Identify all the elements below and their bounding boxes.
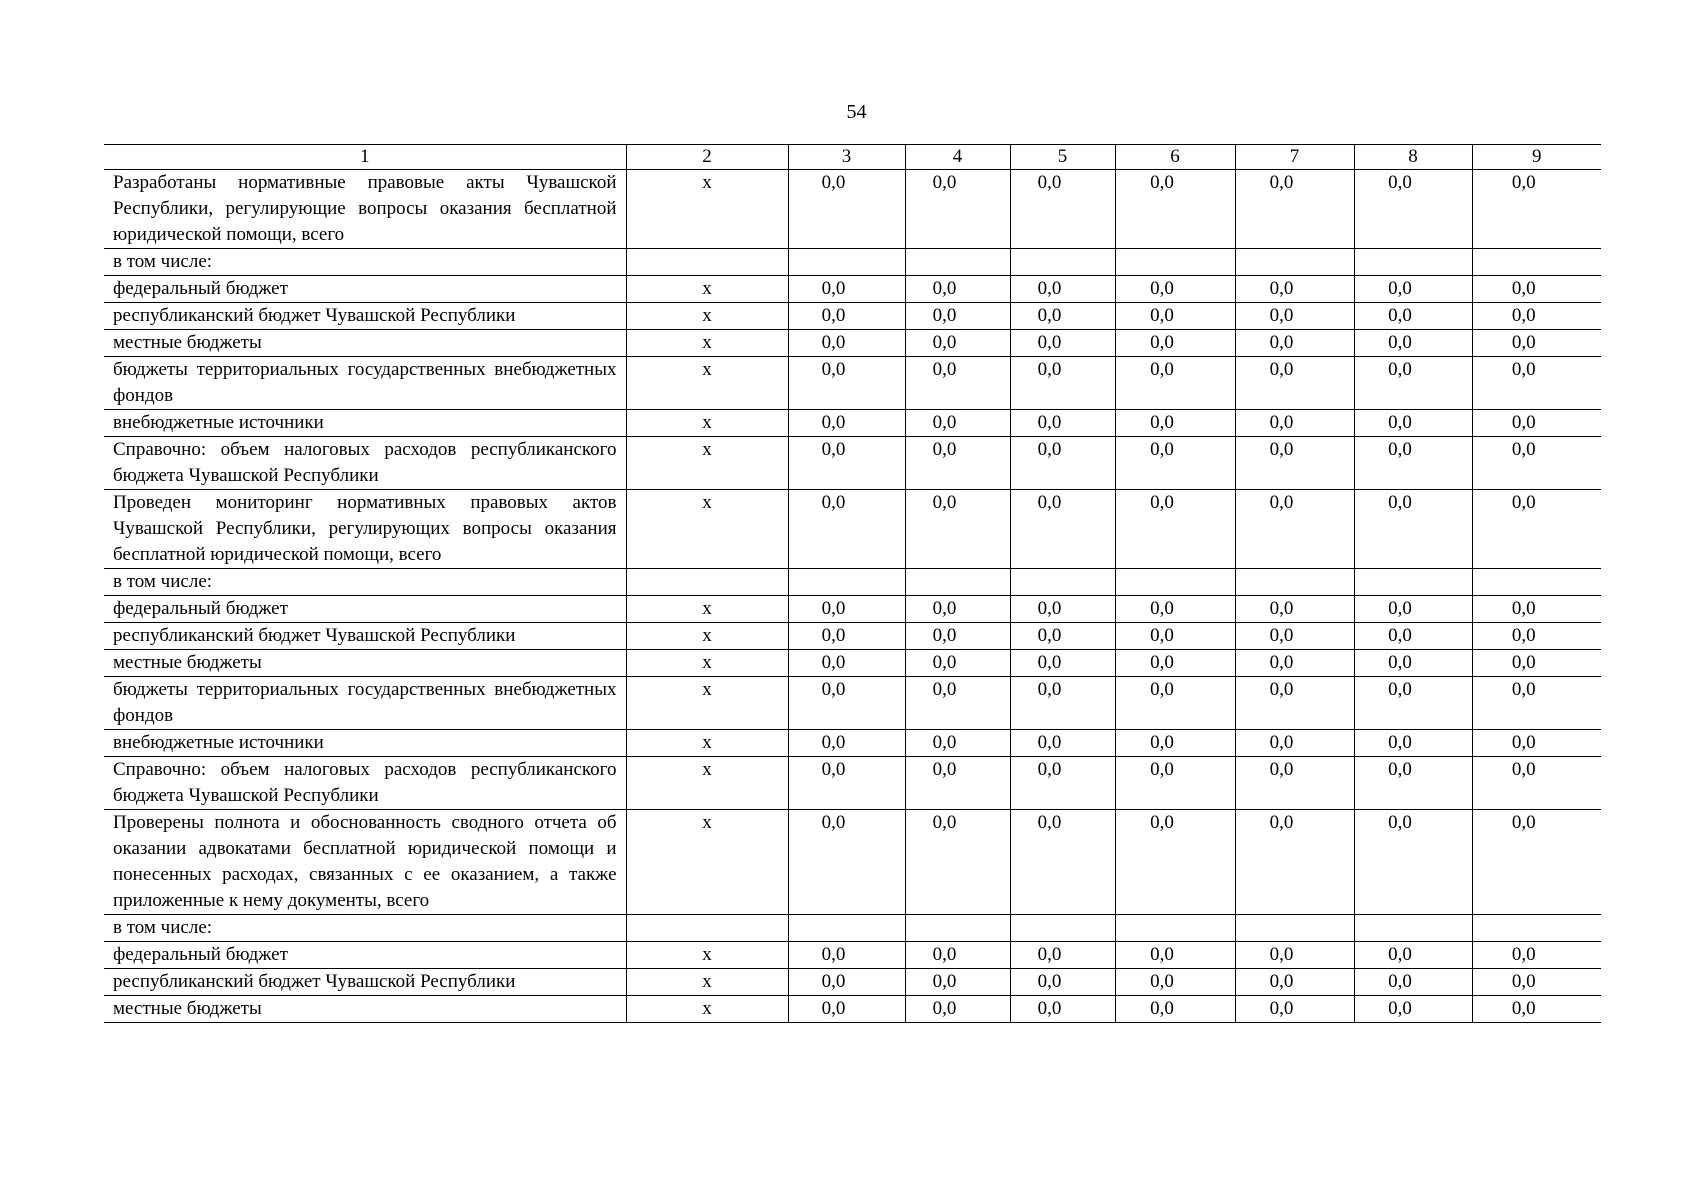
row-description: бюджеты территориальных государственных внебюджетных фондов xyxy=(104,677,626,730)
value-cell: 0,0 xyxy=(905,437,1010,490)
row-marker: x xyxy=(626,437,788,490)
value-cell: 0,0 xyxy=(1472,410,1601,437)
value-cell: 0,0 xyxy=(1354,596,1472,623)
column-header: 2 xyxy=(626,145,788,170)
value-cell: 0,0 xyxy=(1115,942,1235,969)
value-cell: 0,0 xyxy=(905,757,1010,810)
value-cell: 0,0 xyxy=(1010,730,1115,757)
value-cell: 0,0 xyxy=(788,730,905,757)
row-description: в том числе: xyxy=(104,569,626,596)
value-cell: 0,0 xyxy=(1115,730,1235,757)
value-cell: 0,0 xyxy=(1472,650,1601,677)
table-row xyxy=(104,303,1601,330)
value-cell: 0,0 xyxy=(1010,490,1115,569)
value-cell: 0,0 xyxy=(788,996,905,1023)
value-cell: 0,0 xyxy=(1235,969,1354,996)
table-row xyxy=(104,969,1601,996)
value-cell: 0,0 xyxy=(1354,757,1472,810)
value-cell xyxy=(1354,915,1472,942)
value-cell: 0,0 xyxy=(788,677,905,730)
value-cell: 0,0 xyxy=(1354,357,1472,410)
row-description: республиканский бюджет Чувашской Республики xyxy=(104,969,626,996)
value-cell: 0,0 xyxy=(1010,437,1115,490)
table-row xyxy=(104,170,1601,249)
table-row xyxy=(104,490,1601,569)
value-cell: 0,0 xyxy=(788,437,905,490)
value-cell: 0,0 xyxy=(1472,677,1601,730)
row-marker xyxy=(626,249,788,276)
row-description: местные бюджеты xyxy=(104,330,626,357)
value-cell: 0,0 xyxy=(1010,276,1115,303)
value-cell: 0,0 xyxy=(1354,170,1472,249)
row-marker xyxy=(626,569,788,596)
value-cell: 0,0 xyxy=(1115,276,1235,303)
value-cell: 0,0 xyxy=(1354,810,1472,915)
value-cell: 0,0 xyxy=(1010,757,1115,810)
table-header-row xyxy=(104,145,1601,170)
row-marker: x xyxy=(626,677,788,730)
value-cell xyxy=(1472,569,1601,596)
value-cell: 0,0 xyxy=(1472,437,1601,490)
column-header: 5 xyxy=(1010,145,1115,170)
value-cell xyxy=(1115,915,1235,942)
value-cell xyxy=(1010,569,1115,596)
value-cell: 0,0 xyxy=(1010,810,1115,915)
value-cell xyxy=(788,569,905,596)
row-marker: x xyxy=(626,757,788,810)
value-cell xyxy=(1010,249,1115,276)
table-row xyxy=(104,276,1601,303)
value-cell: 0,0 xyxy=(905,996,1010,1023)
value-cell: 0,0 xyxy=(1235,650,1354,677)
row-description: внебюджетные источники xyxy=(104,410,626,437)
value-cell: 0,0 xyxy=(1354,490,1472,569)
value-cell: 0,0 xyxy=(788,490,905,569)
value-cell: 0,0 xyxy=(1115,596,1235,623)
value-cell: 0,0 xyxy=(1115,170,1235,249)
table-body xyxy=(104,170,1601,1023)
value-cell: 0,0 xyxy=(1235,330,1354,357)
value-cell xyxy=(1235,915,1354,942)
row-description: внебюджетные источники xyxy=(104,730,626,757)
column-header: 1 xyxy=(104,145,626,170)
value-cell: 0,0 xyxy=(1235,170,1354,249)
value-cell: 0,0 xyxy=(1354,730,1472,757)
row-marker: x xyxy=(626,730,788,757)
value-cell: 0,0 xyxy=(1115,330,1235,357)
value-cell xyxy=(1235,249,1354,276)
value-cell: 0,0 xyxy=(1235,730,1354,757)
value-cell: 0,0 xyxy=(1010,942,1115,969)
column-header: 8 xyxy=(1354,145,1472,170)
value-cell: 0,0 xyxy=(1115,996,1235,1023)
value-cell: 0,0 xyxy=(1115,410,1235,437)
value-cell: 0,0 xyxy=(1010,303,1115,330)
value-cell: 0,0 xyxy=(1472,810,1601,915)
value-cell: 0,0 xyxy=(1115,437,1235,490)
column-header: 4 xyxy=(905,145,1010,170)
value-cell: 0,0 xyxy=(1472,623,1601,650)
value-cell: 0,0 xyxy=(1354,969,1472,996)
value-cell: 0,0 xyxy=(905,969,1010,996)
table-row xyxy=(104,942,1601,969)
value-cell xyxy=(1235,569,1354,596)
value-cell: 0,0 xyxy=(1472,276,1601,303)
value-cell: 0,0 xyxy=(905,276,1010,303)
value-cell: 0,0 xyxy=(1472,303,1601,330)
row-description: республиканский бюджет Чувашской Республики xyxy=(104,303,626,330)
value-cell: 0,0 xyxy=(1115,650,1235,677)
value-cell: 0,0 xyxy=(788,650,905,677)
page-number: 54 xyxy=(846,101,867,123)
table-row xyxy=(104,650,1601,677)
value-cell: 0,0 xyxy=(1354,677,1472,730)
table-row xyxy=(104,623,1601,650)
table-row xyxy=(104,810,1601,915)
value-cell: 0,0 xyxy=(788,276,905,303)
row-marker: x xyxy=(626,490,788,569)
value-cell xyxy=(905,915,1010,942)
value-cell: 0,0 xyxy=(1472,969,1601,996)
row-description: местные бюджеты xyxy=(104,996,626,1023)
row-marker: x xyxy=(626,276,788,303)
value-cell: 0,0 xyxy=(1235,942,1354,969)
row-description: Справочно: объем налоговых расходов республиканского бюджета Чувашской Республики xyxy=(104,757,626,810)
table-row xyxy=(104,915,1601,942)
table-row xyxy=(104,330,1601,357)
value-cell: 0,0 xyxy=(905,410,1010,437)
table-row xyxy=(104,730,1601,757)
value-cell: 0,0 xyxy=(788,810,905,915)
table-row xyxy=(104,357,1601,410)
row-marker: x xyxy=(626,330,788,357)
value-cell: 0,0 xyxy=(1010,330,1115,357)
value-cell: 0,0 xyxy=(1472,996,1601,1023)
value-cell: 0,0 xyxy=(788,623,905,650)
row-marker: x xyxy=(626,650,788,677)
value-cell: 0,0 xyxy=(905,596,1010,623)
value-cell: 0,0 xyxy=(905,357,1010,410)
value-cell xyxy=(905,569,1010,596)
value-cell: 0,0 xyxy=(1472,490,1601,569)
value-cell xyxy=(1115,249,1235,276)
table-row xyxy=(104,677,1601,730)
value-cell: 0,0 xyxy=(1235,996,1354,1023)
row-description: Разработаны нормативные правовые акты Чувашской Республики, регулирующие вопросы оказания бесплатной юридической помощи, всего xyxy=(104,170,626,249)
row-marker: x xyxy=(626,410,788,437)
table-row xyxy=(104,757,1601,810)
value-cell: 0,0 xyxy=(1235,623,1354,650)
value-cell xyxy=(788,249,905,276)
value-cell: 0,0 xyxy=(1115,969,1235,996)
row-marker: x xyxy=(626,596,788,623)
value-cell: 0,0 xyxy=(788,757,905,810)
value-cell: 0,0 xyxy=(1472,357,1601,410)
row-description: федеральный бюджет xyxy=(104,596,626,623)
row-marker: x xyxy=(626,303,788,330)
row-description: бюджеты территориальных государственных внебюджетных фондов xyxy=(104,357,626,410)
value-cell: 0,0 xyxy=(1115,810,1235,915)
row-description: федеральный бюджет xyxy=(104,942,626,969)
value-cell: 0,0 xyxy=(1354,650,1472,677)
value-cell: 0,0 xyxy=(1472,170,1601,249)
row-description: федеральный бюджет xyxy=(104,276,626,303)
row-description: Справочно: объем налоговых расходов республиканского бюджета Чувашской Республики xyxy=(104,437,626,490)
row-description: в том числе: xyxy=(104,249,626,276)
value-cell: 0,0 xyxy=(1235,276,1354,303)
value-cell: 0,0 xyxy=(905,650,1010,677)
row-description: республиканский бюджет Чувашской Республики xyxy=(104,623,626,650)
column-header: 9 xyxy=(1472,145,1601,170)
value-cell: 0,0 xyxy=(1235,596,1354,623)
value-cell: 0,0 xyxy=(905,330,1010,357)
row-marker: x xyxy=(626,996,788,1023)
value-cell: 0,0 xyxy=(788,303,905,330)
value-cell: 0,0 xyxy=(1354,276,1472,303)
value-cell: 0,0 xyxy=(905,490,1010,569)
value-cell: 0,0 xyxy=(1354,623,1472,650)
table-row xyxy=(104,596,1601,623)
row-marker: x xyxy=(626,623,788,650)
value-cell: 0,0 xyxy=(1235,437,1354,490)
row-description: в том числе: xyxy=(104,915,626,942)
value-cell: 0,0 xyxy=(1235,490,1354,569)
value-cell: 0,0 xyxy=(1472,330,1601,357)
value-cell: 0,0 xyxy=(1115,677,1235,730)
value-cell: 0,0 xyxy=(905,810,1010,915)
row-marker: x xyxy=(626,810,788,915)
value-cell: 0,0 xyxy=(1115,357,1235,410)
value-cell: 0,0 xyxy=(905,677,1010,730)
value-cell: 0,0 xyxy=(1010,410,1115,437)
value-cell: 0,0 xyxy=(788,330,905,357)
value-cell: 0,0 xyxy=(1235,357,1354,410)
value-cell: 0,0 xyxy=(1010,623,1115,650)
value-cell: 0,0 xyxy=(1115,303,1235,330)
table-row xyxy=(104,996,1601,1023)
value-cell: 0,0 xyxy=(788,942,905,969)
value-cell: 0,0 xyxy=(1354,330,1472,357)
table-row xyxy=(104,410,1601,437)
value-cell: 0,0 xyxy=(905,170,1010,249)
column-header: 6 xyxy=(1115,145,1235,170)
value-cell: 0,0 xyxy=(1010,677,1115,730)
row-description: местные бюджеты xyxy=(104,650,626,677)
value-cell: 0,0 xyxy=(1010,596,1115,623)
value-cell xyxy=(1010,915,1115,942)
value-cell: 0,0 xyxy=(1354,942,1472,969)
row-description: Проведен мониторинг нормативных правовых актов Чувашской Республики, регулирующих вопросы оказания бесплатной юридической помощи, всего xyxy=(104,490,626,569)
budget-table xyxy=(104,144,1601,1023)
value-cell xyxy=(1354,569,1472,596)
value-cell: 0,0 xyxy=(1472,596,1601,623)
value-cell: 0,0 xyxy=(1235,303,1354,330)
row-marker: x xyxy=(626,942,788,969)
value-cell: 0,0 xyxy=(1235,757,1354,810)
value-cell xyxy=(788,915,905,942)
value-cell xyxy=(1115,569,1235,596)
row-description: Проверены полнота и обоснованность сводного отчета об оказании адвокатами бесплатной юридической помощи и понесенных расходах, связанных с ее оказанием, а также приложенные к нему документы, всего xyxy=(104,810,626,915)
value-cell: 0,0 xyxy=(788,969,905,996)
row-marker: x xyxy=(626,357,788,410)
value-cell: 0,0 xyxy=(788,410,905,437)
table-row xyxy=(104,249,1601,276)
value-cell: 0,0 xyxy=(1354,303,1472,330)
value-cell: 0,0 xyxy=(1010,650,1115,677)
value-cell xyxy=(1472,915,1601,942)
row-marker: x xyxy=(626,969,788,996)
value-cell xyxy=(1472,249,1601,276)
value-cell: 0,0 xyxy=(1235,810,1354,915)
value-cell: 0,0 xyxy=(788,357,905,410)
row-marker: x xyxy=(626,170,788,249)
value-cell: 0,0 xyxy=(1472,730,1601,757)
value-cell: 0,0 xyxy=(1354,996,1472,1023)
value-cell xyxy=(1354,249,1472,276)
table-row xyxy=(104,437,1601,490)
value-cell: 0,0 xyxy=(1235,410,1354,437)
value-cell: 0,0 xyxy=(1354,410,1472,437)
value-cell: 0,0 xyxy=(1354,437,1472,490)
value-cell: 0,0 xyxy=(1115,490,1235,569)
value-cell: 0,0 xyxy=(1010,357,1115,410)
value-cell: 0,0 xyxy=(1235,677,1354,730)
value-cell: 0,0 xyxy=(905,623,1010,650)
column-header: 7 xyxy=(1235,145,1354,170)
column-header: 3 xyxy=(788,145,905,170)
value-cell: 0,0 xyxy=(905,730,1010,757)
row-marker xyxy=(626,915,788,942)
value-cell: 0,0 xyxy=(1010,969,1115,996)
value-cell: 0,0 xyxy=(788,596,905,623)
value-cell: 0,0 xyxy=(1115,757,1235,810)
value-cell: 0,0 xyxy=(1115,623,1235,650)
value-cell: 0,0 xyxy=(905,303,1010,330)
value-cell: 0,0 xyxy=(905,942,1010,969)
value-cell: 0,0 xyxy=(788,170,905,249)
value-cell: 0,0 xyxy=(1010,170,1115,249)
table-row xyxy=(104,569,1601,596)
value-cell xyxy=(905,249,1010,276)
value-cell: 0,0 xyxy=(1472,942,1601,969)
value-cell: 0,0 xyxy=(1010,996,1115,1023)
value-cell: 0,0 xyxy=(1472,757,1601,810)
